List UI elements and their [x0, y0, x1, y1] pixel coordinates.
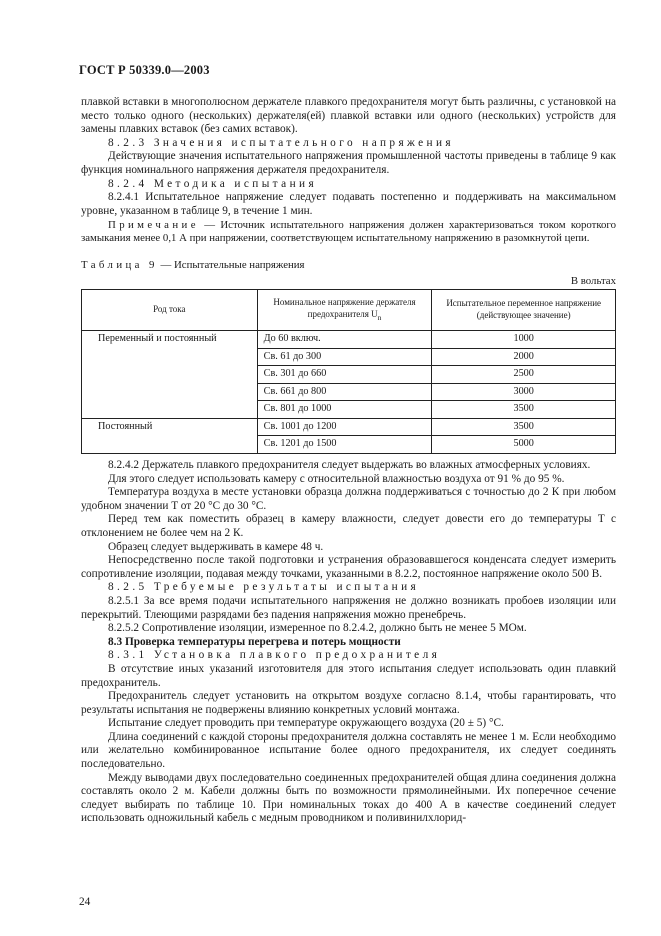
- section-8-2-4-heading: 8.2.4 Методика испытания: [108, 177, 318, 190]
- test-voltage-cell: 3000: [432, 383, 616, 401]
- test-voltage-cell: 5000: [432, 436, 616, 454]
- section-8-2-3-text: Действующие значения испытательного напряжения промышленной частоты приведены в таблице 9 как функция номинального напряжения держателя предохранителя.: [81, 150, 616, 176]
- current-kind-dc: Постоянный: [82, 418, 258, 453]
- section-8-3-heading: 8.3 Проверка температуры перегрева и потерь мощности: [108, 635, 401, 648]
- rated-voltage-cell: Св. 801 до 1000: [257, 401, 432, 419]
- section-8-2-4-1-text: 8.2.4.1 Испытательное напряжение следует подавать постепенно и поддерживать на максимальном уровне, указанном в таблице 9, в течение 1 мин.: [81, 191, 616, 217]
- section-8-3-1-p3: Испытание следует проводить при температуре окружающего воздуха (20 ± 5) °С.: [108, 717, 504, 730]
- test-voltage-cell: 3500: [432, 418, 616, 436]
- col-header-test-voltage: Испытательное переменное напряжение (действующее значение): [432, 290, 616, 331]
- section-8-2-5-2-text: 8.2.5.2 Сопротивление изоляции, измеренное по 8.2.4.2, должно быть не менее 5 МОм.: [108, 622, 527, 635]
- note-text: — Источник испытательного напряжения должен характеризоваться током короткого замыкания менее 0,1 А при напряжении, соответствующем испытательному напряжению в разомкнутой цепи.: [81, 219, 616, 245]
- test-voltage-cell: 1000: [432, 331, 616, 349]
- section-8-2-4-2-p1: 8.2.4.2 Держатель плавкого предохранителя следует выдержать во влажных атмосферных условиях.: [108, 459, 591, 471]
- note-block: [81, 219, 616, 246]
- section-8-2-5-heading: 8.2.5 Требуемые результаты испытания: [108, 581, 420, 594]
- section-8-2-4-2-p3: Температура воздуха в месте установки образца должна поддерживаться с точностью до 2 К при любом удобном значении T от 20 °С до 30 °С.: [81, 486, 616, 512]
- section-8-2-3-heading: 8.2.3 Значения испытательного напряжения: [108, 136, 455, 149]
- table-caption-text: — Испытательные напряжения: [157, 259, 305, 271]
- current-kind-ac-dc: Переменный и постоянный: [82, 331, 258, 419]
- section-8-3-1-heading: 8.3.1 Установка плавкого предохранителя: [108, 649, 441, 662]
- table-row: [82, 418, 616, 436]
- section-8-2-5-1-text: 8.2.5.1 За все время подачи испытательного напряжения не должно возникать пробоев изоляции или перекрытий. Тлеющими разрядами без падения напряжения можно пренебречь.: [81, 594, 616, 621]
- section-8-2-4-2-p5: Образец следует выдерживать в камере 48 ч.: [108, 540, 324, 553]
- note-label: Примечание: [108, 219, 199, 231]
- table-caption-label: Таблица 9: [81, 259, 158, 271]
- section-8-2-4-2-p2: Для этого следует использовать камеру с относительной влажностью воздуха от 91 % до 95 %.: [108, 472, 565, 485]
- section-8-3-1-p4: Длина соединений с каждой стороны предохранителя должна составлять не менее 1 м. Если необходимо или желательно комбинированное испытание более одного предохранителя, их следует соединять последовательно.: [81, 730, 616, 771]
- section-8-3-1-p5: Между выводами двух последовательно соединенных предохранителей общая длина соединения должна составлять около 2 м. Кабели должны быть по возможности прямолинейными. Их поперечное сечение следует выбирать по таблице 10. При номинальных токах до 400 А в качестве соединений следует использовать одножильный кабель с медным проводником и поливинилхлорид-: [81, 771, 616, 825]
- page-number: 24: [79, 896, 91, 908]
- rated-voltage-cell: Св. 61 до 300: [257, 348, 432, 366]
- col-header-current-kind: Род тока: [82, 290, 258, 331]
- table-9: [81, 289, 616, 454]
- section-8-2-4-2-p4: Перед тем как поместить образец в камеру влажности, следует довести его до температуры T с отклонением не более чем на 2 К.: [81, 513, 616, 539]
- body-bottom: [81, 459, 616, 826]
- rated-voltage-cell: Св. 661 до 800: [257, 383, 432, 401]
- voltage-table: [81, 289, 616, 454]
- table-row: [82, 331, 616, 349]
- rated-voltage-cell: Св. 1201 до 1500: [257, 436, 432, 454]
- rated-voltage-cell: До 60 включ.: [257, 331, 432, 349]
- section-8-3-1-p1: В отсутствие иных указаний изготовителя для этого испытания следует использовать один плавкий предохранитель.: [81, 662, 616, 689]
- table-units: В вольтах: [570, 275, 616, 287]
- section-8-3-1-p2: Предохранитель следует установить на открытом воздухе согласно 8.1.4, чтобы гарантировать, что результаты испытания не подвержены влиянию конкретных условий монтажа.: [81, 690, 616, 716]
- col-header-rated-voltage: Номинальное напряжение держателя предохранителя $U_n$: [257, 290, 432, 331]
- intro-paragraph: плавкой вставки в многополюсном держателе плавкого предохранителя могут быть различны, с установкой на место только одного (нескольких) держателя(ей) плавкой вставки или одного (нескольких) устройств для замены плавких вставок (без самих вставок).: [81, 96, 616, 136]
- rated-voltage-cell: Св. 301 до 660: [257, 366, 432, 384]
- table-header-row: [82, 290, 616, 331]
- section-8-2-4-2-p6: Непосредственно после такой подготовки и устранения образовавшегося конденсата следует измерить сопротивление изоляции, подавая между точками, указанными в 8.2.2, постоянное напряжение около 500 В.: [81, 554, 616, 580]
- test-voltage-cell: 2500: [432, 366, 616, 384]
- document-header: ГОСТ Р 50339.0—2003: [79, 63, 210, 77]
- table-caption: [81, 259, 616, 273]
- test-voltage-cell: 3500: [432, 401, 616, 419]
- test-voltage-cell: 2000: [432, 348, 616, 366]
- body-top: [81, 96, 616, 218]
- rated-voltage-cell: Св. 1001 до 1200: [257, 418, 432, 436]
